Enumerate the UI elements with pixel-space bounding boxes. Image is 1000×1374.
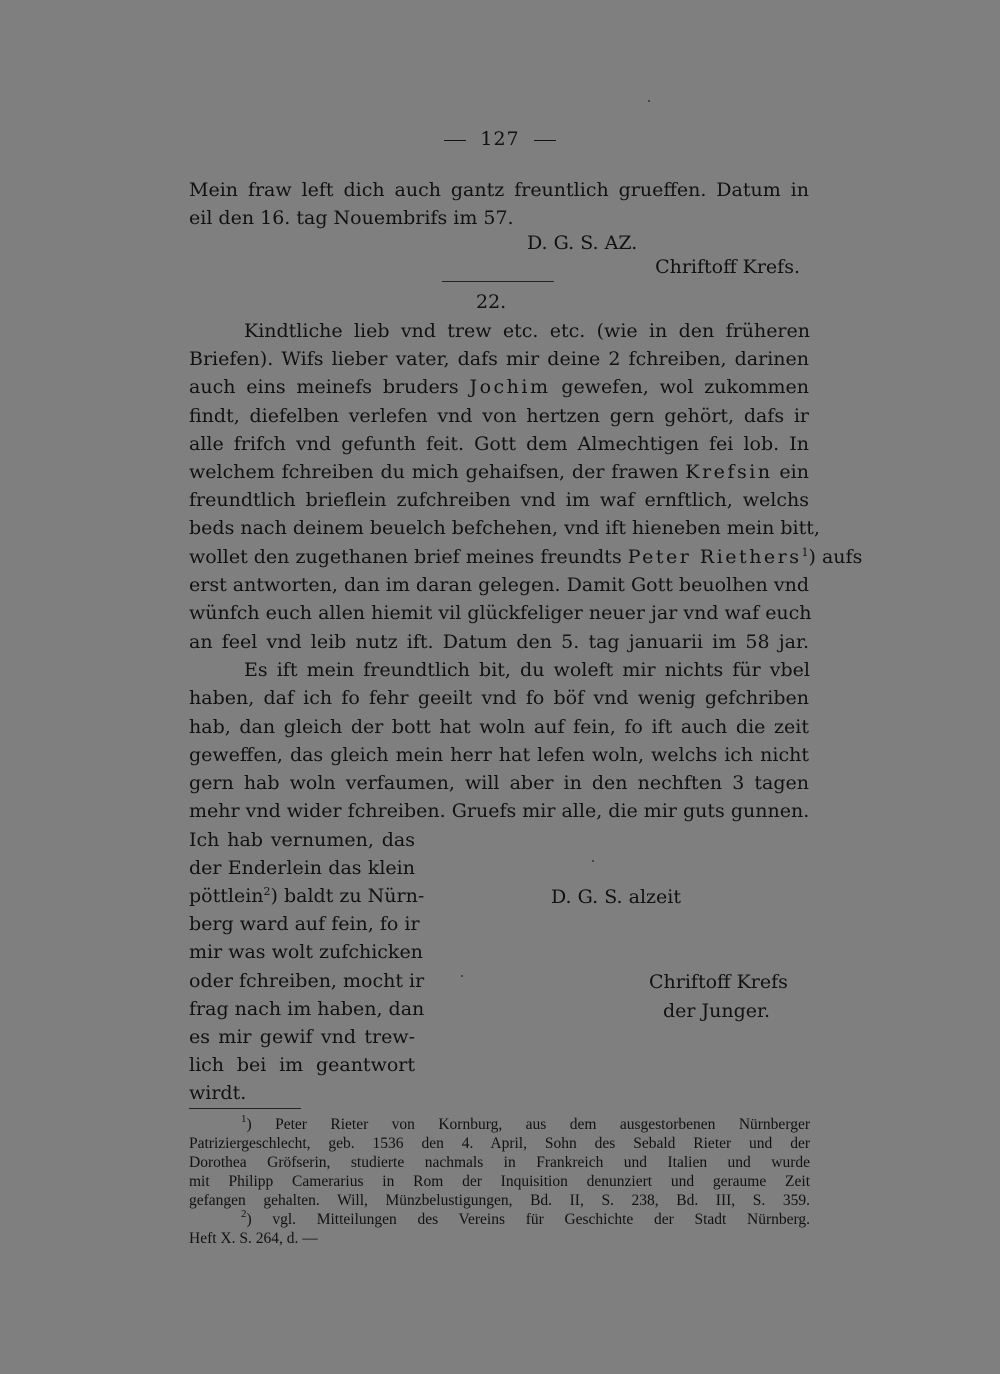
speck [592, 860, 594, 862]
footnote-line [241, 1208, 810, 1228]
body-line: eil den 16. tag Nouembrifs im 57. [189, 207, 514, 229]
footnote-marker: 2 [241, 1208, 247, 1220]
letter-signature: Chriftoff Krefs [649, 971, 788, 993]
speck [461, 975, 463, 977]
footnote-divider [189, 1108, 301, 1109]
spaced-name: Krefsin [685, 461, 773, 483]
body-line: Briefen). Wifs lieber vater, dafs mir deine 2 fchreiben, darinen [189, 348, 809, 370]
footnote-line: Patriziergeschlecht, geb. 1536 den 4. April, Sohn des Sebald Rieter und der [189, 1135, 810, 1152]
text-run: ) Peter Rieter von Kornburg, aus dem ausgestorbenen Nürnberger [246, 1116, 810, 1133]
postscript-line: berg ward auf fein, fo ir [189, 913, 420, 935]
body-line: haben, daf ich fo fehr geeilt vnd fo böf vnd wenig gefchriben [189, 687, 809, 709]
letter-number: 22. [476, 291, 507, 313]
spaced-name: Jochim [469, 376, 551, 398]
body-line: findt, diefelben verlefen vnd von hertzen gern gehört, dafs ir [189, 405, 809, 427]
postscript-line: frag nach im haben, dan [189, 998, 425, 1020]
text-run: auch eins meinefs bruders [189, 376, 459, 398]
page-number [0, 128, 1000, 150]
body-line: wünfch euch allen hiemit vil glückfeliger neuer jar vnd waf euch [189, 602, 812, 624]
body-line: Kindtliche lieb vnd trew etc. etc. (wie in den früheren [244, 320, 810, 342]
body-line: gern hab woln verfaumen, will aber in den nechften 3 tagen [189, 772, 809, 794]
spaced-name: Peter Riethers [627, 546, 802, 568]
body-line: freundtlich brieflein zufchreiben vnd im waf ernftlich, welchs [189, 489, 809, 511]
letter-closing: D. G. S. AZ. [527, 232, 638, 254]
postscript-line [189, 885, 425, 907]
dash-right [534, 140, 556, 141]
footnote-ref: 2 [263, 885, 271, 898]
footnote-line: mit Philipp Camerarius in Rom der Inquisition denunziert und geraume Zeit [189, 1173, 810, 1190]
text-run: ein [779, 461, 809, 483]
postscript-line: Ich hab vernumen, das [189, 829, 415, 851]
body-line: an feel vnd leib nutz ift. Datum den 5. tag januarii im 58 jar. [189, 631, 809, 653]
body-line: alle frifch vnd gefunth feit. Gott dem Almechtigen fei lob. In [189, 433, 809, 455]
text-run: ) vgl. Mitteilungen des Vereins für Geschichte der Stadt Nürnberg. [246, 1211, 810, 1228]
footnote-ref: 1 [801, 546, 809, 559]
footnote-marker: 1 [241, 1113, 247, 1125]
dash-left [444, 140, 466, 141]
postscript-line: der Enderlein das klein [189, 857, 415, 879]
speck [648, 100, 650, 102]
body-line: mehr vnd wider fchreiben. Gruefs mir alle, die mir guts gunnen. [189, 800, 810, 822]
body-line: hab, dan gleich der bott hat woln auf fein, fo ift auch die zeit [189, 716, 809, 738]
footnote-line: Heft X. S. 264, d. — [189, 1230, 318, 1247]
postscript-line: lich bei im geantwort [189, 1054, 415, 1076]
section-divider [442, 281, 554, 282]
text-run: welchem fchreiben du mich gehaifsen, der frawen [189, 461, 679, 483]
postscript-line: es mir gewif vnd trew- [189, 1026, 415, 1048]
body-line: erst antworten, dan im daran gelegen. Damit Gott beuolhen vnd [189, 574, 809, 596]
letter-signature-suffix: der Junger. [663, 1000, 771, 1022]
postscript-line: wirdt. [189, 1082, 247, 1104]
text-run: ) aufs [808, 546, 863, 568]
text-run: ) baldt zu Nürn- [270, 885, 425, 907]
postscript-line: oder fchreiben, mocht ir [189, 970, 425, 992]
body-line [189, 378, 809, 397]
postscript-line: mir was wolt zufchicken [189, 941, 423, 963]
text-run: gewefen, wol zukommen [561, 376, 809, 398]
footnote-line [241, 1113, 810, 1133]
body-line [189, 546, 863, 568]
body-line: geweffen, das gleich mein herr hat lefen woln, welchs ich nicht [189, 744, 809, 766]
body-line [189, 463, 809, 482]
letter-closing: D. G. S. alzeit [551, 886, 682, 908]
body-line: Es ift mein freundtlich bit, du woleft mir nichts für vbel [244, 659, 810, 681]
text-run: wollet den zugethanen brief meines freundts [189, 546, 622, 568]
footnote-line: Dorothea Gröfserin, studierte nachmals in Frankreich und Italien und wurde [189, 1154, 810, 1171]
body-line: beds nach deinem beuelch befchehen, vnd ift hieneben mein bitt, [189, 517, 820, 539]
text-run: pöttlein [189, 885, 264, 907]
page-number-text: 127 [480, 128, 520, 150]
body-line: Mein fraw left dich auch gantz freuntlich grueffen. Datum in [189, 179, 809, 201]
letter-signature: Chriftoff Krefs. [655, 256, 800, 278]
footnote-line: gefangen gehalten. Will, Münzbelustigungen, Bd. II, S. 238, Bd. III, S. 359. [189, 1192, 810, 1209]
